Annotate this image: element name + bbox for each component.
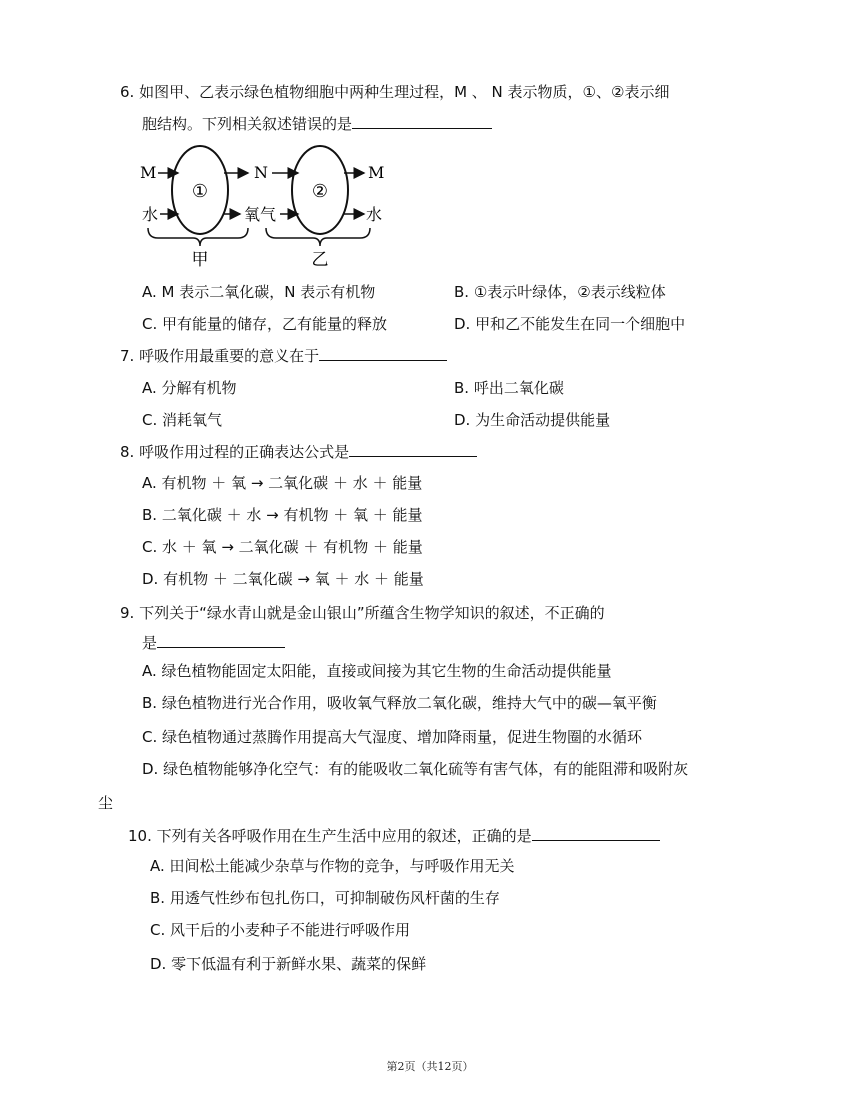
fig-N: N [254,163,268,182]
q7-stem [120,346,447,366]
fig-jia: 甲 [191,250,209,270]
q8-option-b: B. 二氧化碳 ＋ 水 → 有机物 ＋ 氧 ＋ 能量 [142,506,423,524]
q6-option-b: B. ①表示叶绿体，②表示线粒体 [454,283,666,301]
fig-yi: 乙 [311,250,329,270]
q9-option-d-line1: D. 绿色植物能够净化空气：有的能吸收二氧化硫等有害气体，有的能阻滞和吸附灰 [142,760,689,778]
q6-stem-line2 [142,114,492,134]
q9-stem-line1: 9. 下列关于“绿水青山就是金山银山”所蕴含生物学知识的叙述，不正确的 [120,604,605,622]
answer-blank [349,442,477,457]
q7-option-c: C. 消耗氧气 [142,411,223,429]
q6-stem-text: 胞结构。下列相关叙述错误的是 [142,115,353,133]
q10-option-d: D. 零下低温有利于新鲜水果、蔬菜的保鲜 [150,955,427,973]
answer-blank [532,826,660,841]
q8-option-c: C. 水 ＋ 氧 → 二氧化碳 ＋ 有机物 ＋ 能量 [142,538,423,556]
q8-stem-text: 8. 呼吸作用过程的正确表达公式是 [120,443,350,461]
q10-stem [128,826,660,846]
q8-option-d: D. 有机物 ＋ 二氧化碳 → 氧 ＋ 水 ＋ 能量 [142,570,424,588]
fig-M-right: M [368,163,385,182]
q7-option-a: A. 分解有机物 [142,379,237,397]
q10-option-c: C. 风干后的小麦种子不能进行呼吸作用 [150,921,411,939]
answer-blank [352,114,492,129]
q6-option-c: C. 甲有能量的储存，乙有能量的释放 [142,315,388,333]
answer-blank [157,633,285,648]
q9-option-c: C. 绿色植物通过蒸腾作用提高大气湿度、增加降雨量，促进生物圈的水循环 [142,728,643,746]
page-number-footer: 第2页（共12页） [386,1060,474,1073]
q10-stem-text: 10. 下列有关各呼吸作用在生产生活中应用的叙述，正确的是 [128,827,532,845]
fig-water-right: 水 [366,205,383,224]
brace-jia [148,228,248,246]
q10-option-a: A. 田间松土能减少杂草与作物的竞争，与呼吸作用无关 [150,857,515,875]
q9-stem-line2 [142,633,285,653]
answer-blank [319,346,447,361]
q7-option-b: B. 呼出二氧化碳 [454,379,564,397]
organelle2-label: ② [311,181,329,202]
q9-option-a: A. 绿色植物能固定太阳能，直接或间接为其它生物的生命活动提供能量 [142,662,612,680]
organelle1-label: ① [191,181,209,202]
q6-option-d: D. 甲和乙不能发生在同一个细胞中 [454,315,686,333]
q9-option-d-line2: 尘 [98,794,114,812]
q7-option-d: D. 为生命活动提供能量 [454,411,611,429]
brace-yi [266,228,370,246]
q6-option-a: A. M 表示二氧化碳，N 表示有机物 [142,283,376,301]
photosynthesis-respiration-figure [138,140,398,270]
q9-option-b: B. 绿色植物进行光合作用，吸收氧气释放二氧化碳，维持大气中的碳—氧平衡 [142,694,657,712]
q10-option-b: B. 用透气性纱布包扎伤口，可抑制破伤风杆菌的生存 [150,889,500,907]
q7-stem-text: 7. 呼吸作用最重要的意义在于 [120,347,320,365]
q9-stem-text: 是 [142,634,158,652]
fig-M-left: M [140,163,157,182]
fig-water-left: 水 [142,205,159,224]
fig-oxygen: 氧气 [244,205,277,224]
q6-stem-line1: 6. 如图甲、乙表示绿色植物细胞中两种生理过程，M 、 N 表示物质，①、②表示细 [120,83,670,101]
q8-stem [120,442,477,462]
q8-option-a: A. 有机物 ＋ 氧 → 二氧化碳 ＋ 水 ＋ 能量 [142,474,423,492]
